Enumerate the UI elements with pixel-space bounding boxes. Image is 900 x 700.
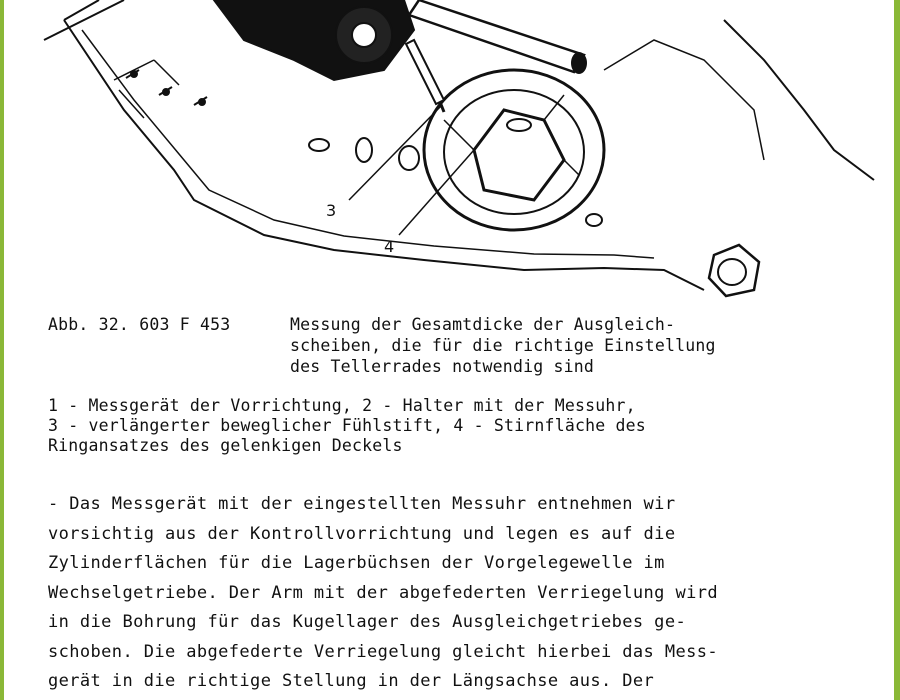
caption-line: des Tellerrades notwendig sind bbox=[290, 357, 595, 376]
body-line: gerät in die richtige Stellung in der Längsachse aus. Der bbox=[48, 671, 655, 691]
callout-4: 4 bbox=[384, 237, 395, 256]
technical-illustration bbox=[4, 0, 894, 300]
legend-line: 1 - Messgerät der Vorrichtung, 2 - Halter mit der Messuhr, bbox=[48, 396, 636, 415]
body-line: schoben. Die abgefederte Verriegelung gleicht hierbei das Mess- bbox=[48, 641, 718, 662]
caption-text bbox=[290, 314, 868, 377]
figure-caption bbox=[48, 314, 868, 377]
callout-3: 3 bbox=[326, 201, 337, 220]
body-paragraph bbox=[48, 490, 878, 697]
body-line: Zylinderflächen für die Lagerbüchsen der Vorgelegewelle im bbox=[48, 553, 665, 573]
caption-line: Messung der Gesamtdicke der Ausgleich- bbox=[290, 315, 676, 334]
figure-legend bbox=[48, 396, 868, 456]
body-line: in die Bohrung für das Kugellager des Ausgleichgetriebes ge- bbox=[48, 612, 687, 632]
caption-line: scheiben, die für die richtige Einstellung bbox=[290, 336, 716, 355]
document-page bbox=[4, 0, 894, 700]
body-line: vorsichtig aus der Kontrollvorrichtung und legen es auf die bbox=[48, 523, 676, 544]
legend-line: 3 - verlängerter beweglicher Fühlstift, 4 - Stirnfläche des bbox=[48, 416, 646, 435]
body-line: - Das Messgerät mit der eingestellten Messuhr entnehmen wir bbox=[48, 494, 676, 514]
legend-line: Ringansatzes des gelenkigen Deckels bbox=[48, 436, 403, 455]
figure-reference: Abb. 32. 603 F 453 bbox=[48, 315, 231, 334]
body-line: Wechselgetriebe. Der Arm mit der abgefederten Verriegelung wird bbox=[48, 582, 718, 603]
